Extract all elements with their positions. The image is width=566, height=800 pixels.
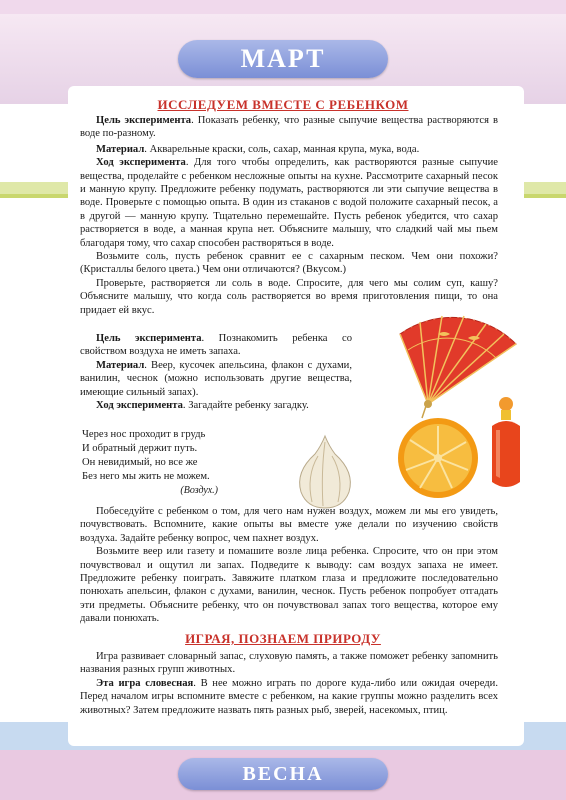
goal1-text: . Показать ребенку, что разные сыпучие вещества растворяются в воде по-разному. (80, 115, 498, 140)
course1-label: Ход эксперимента (96, 157, 186, 169)
goal1-label: Цель эксперимента (96, 115, 192, 126)
para5: Возьмите веер или газету и помашите возле лица ребенка. Спросите, что он при этом почувствовал и ощутил ли запах. Подведите к выводу: сам воздух запаха не имеет. Предложите ребенку поиграть. Завяжите платком глаза и предложите последовательно понюхать апельсин, флакон с духами, ванилин, чеснок. Пусть ребенок попробует отгадать эти предметы. Объясните ребенку, что он почувствовал запах того вещества, которое ему давали понюхать. (80, 546, 498, 625)
riddle-poem (82, 428, 222, 498)
poem-answer: (Воздух.) (180, 485, 218, 496)
section2-heading: ИГРАЯ, ПОЗНАЕМ ПРИРОДУ (185, 631, 381, 646)
section1-text-top (80, 114, 498, 317)
course2-label: Ход эксперимента (96, 400, 183, 412)
goal2-label: Цель эксперимента (96, 333, 202, 344)
section2-para2-text: . В нее можно играть по дороге куда-либо или ожидая очереди. Перед началом игры вспомните вместе с ребенком, на какие группы можно разделить всех животных? Затем предложите назвать пять разных рыб, зверей, насекомых, птиц. (80, 677, 498, 716)
section2-text (80, 650, 498, 717)
section1-text-bottom (80, 505, 498, 626)
material2-label: Материал (96, 359, 145, 371)
perfume-bottle-icon (486, 396, 526, 496)
garlic-icon (290, 432, 360, 512)
course1-text: . Для того чтобы определить, как растворяются разные сыпучие вещества, проделайте с ребенком несложные опыты на кухне. Рассмотрите сахарный песок и манную крупу. Предложите ребенку подумать, растворяются ли эти сыпучие вещества в воде. Проверьте с помощью опыта. В один из стаканов с водой положите сахарный песок, а в другой — манную крупу. Тщательно перемешайте. Пусть ребенок убедится, что сахар растворяется в воде, а манная крупа нет. Объясните малышу, что сладкий чай мы пьем благодаря тому, что сахар способен растворяться в воде. (80, 157, 498, 249)
para3: Проверьте, растворяется ли соль в воде. Спросите, для чего мы солим суп, кашу? Объясните малышу, что когда соль растворяется во время приготовления пищи, то она придает ей вкус. (80, 277, 498, 316)
material2-text: . Веер, кусочек апельсина, флакон с духами, ванилин, чеснок (можно использовать другие вещества, имеющие сильный запах). (80, 359, 352, 398)
section1-heading: ИССЛЕДУЕМ ВМЕСТЕ С РЕБЕНКОМ (157, 97, 409, 112)
material1-label: Материал (96, 143, 145, 155)
poem-line: Через нос проходит в грудь (82, 429, 206, 440)
para2: Возьмите соль, пусть ребенок сравнит ее с сахарным песком. Чем они похожи? (Кристаллы белого цвета.) Чем они отличаются? (Вкусом.) (80, 251, 498, 276)
course2-text: . Загадайте ребенку загадку. (182, 400, 309, 412)
poem-line: И обратный держит путь. (82, 443, 198, 454)
material1-text: . Акварельные краски, соль, сахар, манная крупа, мука, вода. (144, 143, 420, 155)
poem-line: Без него мы жить не можем. (82, 471, 210, 482)
section1-text-left (80, 332, 352, 412)
season-title: ВЕСНА (178, 758, 388, 790)
top-band (0, 0, 566, 14)
section2-para1: Игра развивает словарный запас, слуховую память, а также поможет ребенку запомнить названия разных групп животных. (80, 651, 498, 676)
orange-slice-icon (390, 412, 490, 502)
para4: Побеседуйте с ребенком о том, для чего нам нужен воздух, можем ли мы его увидеть, почувствовать. Вспомните, какие опыты вы вместе уже делали по изучению свойств воздуха. Задайте ребенку вопрос, чем пахнет воздух. (80, 506, 498, 544)
section2-para2-bold: Эта игра словесная (96, 677, 194, 689)
poem-line: Он невидимый, но все же (82, 457, 198, 468)
goal2-text: . Познакомить ребенка со свойством воздуха не иметь запаха. (80, 333, 352, 358)
month-title: МАРТ (178, 40, 388, 78)
